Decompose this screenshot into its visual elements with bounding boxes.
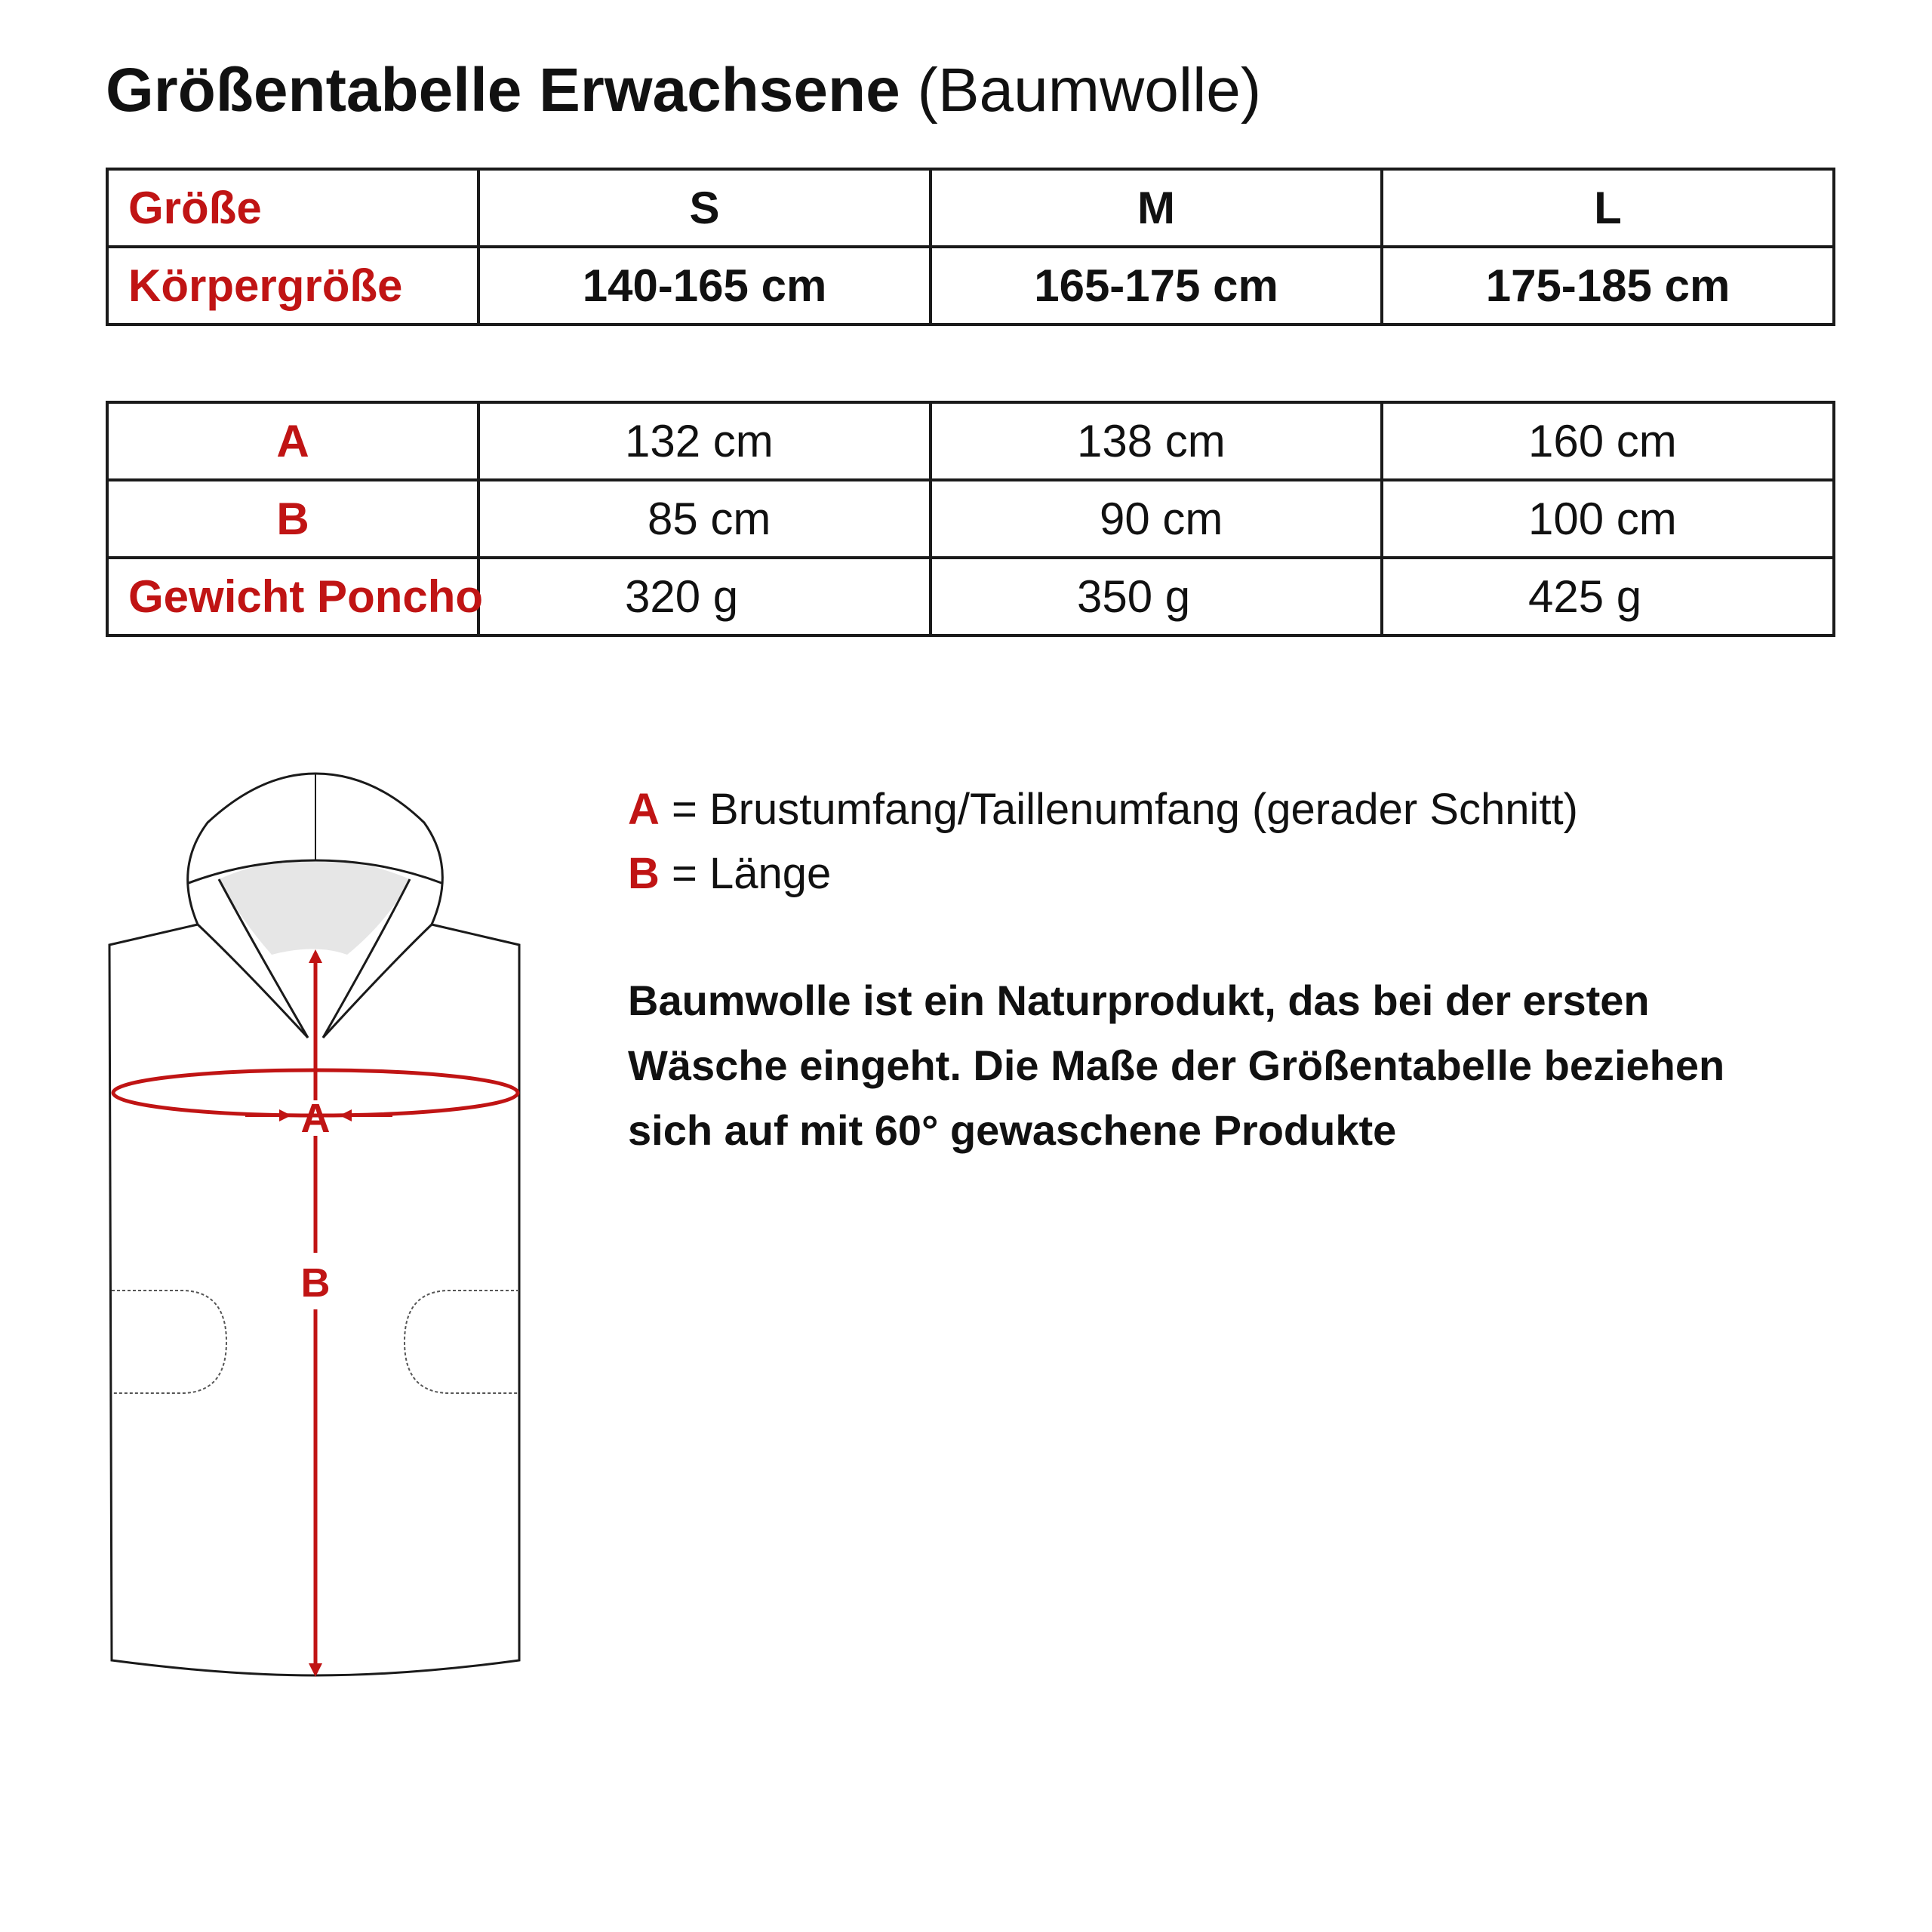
legend-a-text: = Brustumfang/Taillenumfang (gerader Schnitt) bbox=[672, 785, 1578, 834]
title-subtitle: (Baumwolle) bbox=[917, 56, 1262, 125]
table-row bbox=[107, 169, 1834, 247]
title-main: Größentabelle Erwachsene bbox=[106, 56, 900, 125]
size-l: L bbox=[1382, 169, 1834, 247]
body-height-s: 140-165 cm bbox=[478, 247, 931, 325]
measurement-legend bbox=[628, 777, 1578, 906]
weight-m: 350 g bbox=[931, 558, 1382, 635]
legend-a-key: A bbox=[628, 785, 660, 834]
body-height-m: 165-175 cm bbox=[931, 247, 1382, 325]
table-row bbox=[107, 480, 1834, 558]
legend-a bbox=[628, 777, 1578, 841]
hood-lining bbox=[219, 860, 410, 955]
measure-b-l: 100 cm bbox=[1382, 480, 1834, 558]
table-row bbox=[107, 558, 1834, 635]
left-pocket bbox=[112, 1291, 226, 1393]
body-height-label: Körpergröße bbox=[107, 247, 478, 325]
legend-b-key: B bbox=[628, 849, 660, 898]
table-row bbox=[107, 402, 1834, 480]
measure-a-arrowhead-right bbox=[340, 1109, 352, 1121]
size-header-label: Größe bbox=[107, 169, 478, 247]
measure-a-l: 160 cm bbox=[1382, 402, 1834, 480]
shrinkage-note: Baumwolle ist ein Naturprodukt, das bei der ersten Wäsche eingeht. Die Maße der Größentabelle beziehen sich auf mit 60° gewaschene Produkte bbox=[628, 977, 1725, 1154]
weight-l: 425 g bbox=[1382, 558, 1834, 635]
right-pocket bbox=[405, 1291, 519, 1393]
size-m: M bbox=[931, 169, 1382, 247]
measure-table bbox=[106, 401, 1835, 637]
legend-b bbox=[628, 841, 1578, 906]
poncho-diagram bbox=[98, 762, 536, 1706]
measure-b-label: B bbox=[107, 480, 478, 558]
body-height-l: 175-185 cm bbox=[1382, 247, 1834, 325]
weight-label: Gewicht Poncho bbox=[107, 558, 478, 635]
measure-a-s: 132 cm bbox=[478, 402, 931, 480]
table-row bbox=[107, 247, 1834, 325]
size-table bbox=[106, 168, 1835, 326]
measure-a-label: A bbox=[107, 402, 478, 480]
legend-b-text: = Länge bbox=[672, 849, 832, 898]
size-s: S bbox=[478, 169, 931, 247]
measure-b-s: 85 cm bbox=[478, 480, 931, 558]
measure-a-m: 138 cm bbox=[931, 402, 1382, 480]
measure-a-arrowhead-left bbox=[279, 1109, 291, 1121]
measure-b-marker: B bbox=[300, 1260, 331, 1306]
page-title bbox=[106, 53, 1261, 128]
measure-a-marker: A bbox=[300, 1096, 331, 1141]
measure-b-arrowhead-top bbox=[309, 949, 322, 963]
measure-b-m: 90 cm bbox=[931, 480, 1382, 558]
weight-s: 320 g bbox=[478, 558, 931, 635]
